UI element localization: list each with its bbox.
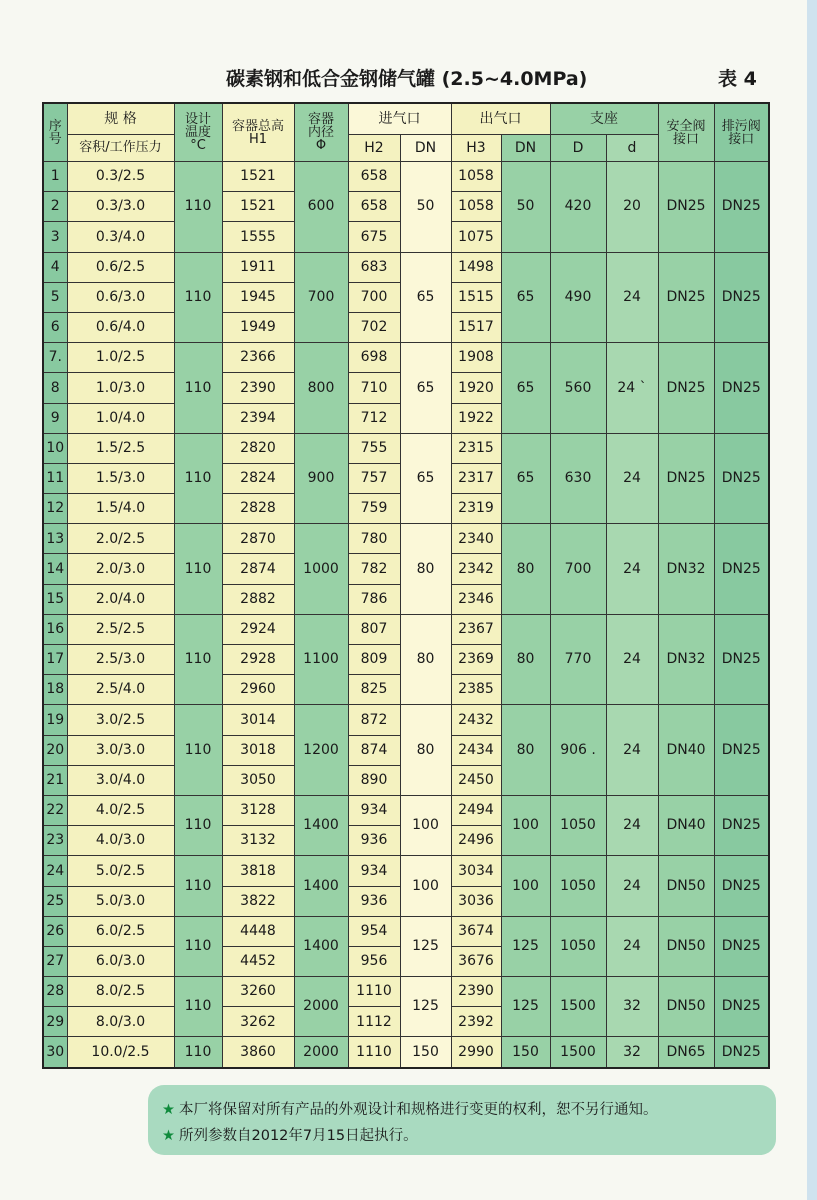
cell-outlet-h3: 2385 (451, 675, 501, 705)
cell-support-D: 1050 (550, 916, 606, 976)
cell-total-height: 2824 (222, 463, 294, 493)
cell-inlet-h2: 1112 (348, 1007, 400, 1037)
cell-drain-valve: DN25 (714, 916, 769, 976)
table-row (43, 705, 769, 735)
cell-inlet-h2: 658 (348, 192, 400, 222)
cell-total-height: 3818 (222, 856, 294, 886)
cell-total-height: 3260 (222, 977, 294, 1007)
cell-safety-valve: DN50 (658, 916, 714, 976)
cell-spec: 0.6/2.5 (67, 252, 174, 282)
star-icon: ★ (162, 1102, 175, 1118)
cell-design-temp: 110 (174, 795, 222, 855)
header-spec-sub: 容积/工作压力 (67, 135, 174, 162)
cell-outlet-h3: 2315 (451, 433, 501, 463)
cell-total-height: 2870 (222, 524, 294, 554)
cell-inlet-h2: 809 (348, 645, 400, 675)
cell-drain-valve: DN25 (714, 162, 769, 253)
cell-inner-diameter: 1000 (294, 524, 348, 615)
cell-spec: 0.3/4.0 (67, 222, 174, 252)
cell-inlet-h2: 712 (348, 403, 400, 433)
cell-index: 11 (43, 463, 67, 493)
cell-outlet-h3: 2494 (451, 795, 501, 825)
cell-total-height: 3014 (222, 705, 294, 735)
cell-outlet-h3: 2990 (451, 1037, 501, 1068)
cell-support-d: 24 (606, 433, 658, 524)
table-row (43, 162, 769, 192)
table-row (43, 614, 769, 644)
cell-outlet-dn: 80 (501, 614, 550, 705)
header-outlet: 出气口 (451, 103, 550, 135)
cell-index: 13 (43, 524, 67, 554)
cell-inlet-dn: 125 (400, 977, 451, 1037)
cell-outlet-h3: 2319 (451, 494, 501, 524)
cell-total-height: 3050 (222, 765, 294, 795)
cell-safety-valve: DN40 (658, 705, 714, 796)
cell-support-D: 1050 (550, 856, 606, 916)
cell-support-d: 24 (606, 856, 658, 916)
cell-spec: 0.3/3.0 (67, 192, 174, 222)
cell-spec: 2.5/2.5 (67, 614, 174, 644)
cell-inlet-h2: 890 (348, 765, 400, 795)
cell-spec: 4.0/3.0 (67, 826, 174, 856)
cell-outlet-h3: 1922 (451, 403, 501, 433)
cell-drain-valve: DN25 (714, 856, 769, 916)
cell-spec: 1.0/2.5 (67, 343, 174, 373)
header-total-height: 容器总高 H1 (222, 103, 294, 162)
cell-inlet-h2: 700 (348, 282, 400, 312)
cell-total-height: 2390 (222, 373, 294, 403)
cell-outlet-dn: 100 (501, 795, 550, 855)
cell-total-height: 3018 (222, 735, 294, 765)
table-row (43, 343, 769, 373)
cell-total-height: 3822 (222, 886, 294, 916)
cell-outlet-h3: 2496 (451, 826, 501, 856)
header-index: 序 号 (43, 103, 67, 162)
cell-spec: 10.0/2.5 (67, 1037, 174, 1068)
cell-index: 23 (43, 826, 67, 856)
cell-outlet-h3: 1515 (451, 282, 501, 312)
cell-total-height: 3262 (222, 1007, 294, 1037)
cell-total-height: 2882 (222, 584, 294, 614)
cell-outlet-h3: 1075 (451, 222, 501, 252)
cell-index: 12 (43, 494, 67, 524)
cell-inner-diameter: 600 (294, 162, 348, 253)
cell-inlet-h2: 683 (348, 252, 400, 282)
cell-drain-valve: DN25 (714, 977, 769, 1037)
cell-support-d: 24 (606, 705, 658, 796)
cell-index: 6 (43, 312, 67, 342)
table-row (43, 433, 769, 463)
cell-outlet-dn: 80 (501, 705, 550, 796)
cell-support-D: 700 (550, 524, 606, 615)
cell-index: 4 (43, 252, 67, 282)
note-line-2: ★ 所列参数自2012年7月15日起执行。 (162, 1128, 418, 1144)
cell-outlet-h3: 3674 (451, 916, 501, 946)
cell-spec: 1.5/3.0 (67, 463, 174, 493)
cell-inlet-h2: 710 (348, 373, 400, 403)
cell-inlet-dn: 65 (400, 252, 451, 343)
cell-inner-diameter: 1200 (294, 705, 348, 796)
header-support-D: D (550, 135, 606, 162)
cell-safety-valve: DN25 (658, 433, 714, 524)
cell-design-temp: 110 (174, 977, 222, 1037)
cell-index: 16 (43, 614, 67, 644)
cell-total-height: 2924 (222, 614, 294, 644)
table-row (43, 977, 769, 1007)
cell-spec: 3.0/3.0 (67, 735, 174, 765)
cell-inlet-h2: 825 (348, 675, 400, 705)
cell-support-d: 24 (606, 252, 658, 343)
cell-inlet-h2: 759 (348, 494, 400, 524)
cell-index: 3 (43, 222, 67, 252)
cell-total-height: 1911 (222, 252, 294, 282)
cell-inlet-dn: 150 (400, 1037, 451, 1068)
cell-design-temp: 110 (174, 162, 222, 253)
cell-outlet-h3: 3676 (451, 946, 501, 976)
cell-inlet-h2: 874 (348, 735, 400, 765)
cell-inlet-h2: 786 (348, 584, 400, 614)
cell-inlet-h2: 755 (348, 433, 400, 463)
cell-support-d: 24 ` (606, 343, 658, 434)
cell-support-D: 906 . (550, 705, 606, 796)
cell-outlet-dn: 125 (501, 916, 550, 976)
cell-inlet-dn: 100 (400, 795, 451, 855)
cell-inlet-h2: 872 (348, 705, 400, 735)
cell-drain-valve: DN25 (714, 705, 769, 796)
cell-outlet-h3: 1058 (451, 192, 501, 222)
cell-inlet-h2: 954 (348, 916, 400, 946)
cell-total-height: 2928 (222, 645, 294, 675)
cell-spec: 0.6/4.0 (67, 312, 174, 342)
cell-outlet-h3: 2346 (451, 584, 501, 614)
table-title (0, 62, 817, 92)
header-drain-valve: 排污阀 接口 (714, 103, 769, 162)
spec-table-body (43, 162, 769, 1068)
cell-outlet-h3: 1517 (451, 312, 501, 342)
cell-support-D: 630 (550, 433, 606, 524)
cell-support-D: 1050 (550, 795, 606, 855)
cell-outlet-h3: 2432 (451, 705, 501, 735)
cell-inlet-h2: 658 (348, 162, 400, 192)
cell-outlet-h3: 2317 (451, 463, 501, 493)
header-outlet-dn: DN (501, 135, 550, 162)
cell-drain-valve: DN25 (714, 795, 769, 855)
cell-inlet-dn: 50 (400, 162, 451, 253)
cell-index: 17 (43, 645, 67, 675)
note-line-1: ★ 本厂将保留对所有产品的外观设计和规格进行变更的权利，恕不另行通知。 (162, 1102, 658, 1118)
cell-support-D: 770 (550, 614, 606, 705)
table-row (43, 856, 769, 886)
cell-spec: 5.0/3.0 (67, 886, 174, 916)
cell-inlet-h2: 936 (348, 826, 400, 856)
table-row (43, 795, 769, 825)
cell-inner-diameter: 2000 (294, 977, 348, 1037)
cell-outlet-h3: 2340 (451, 524, 501, 554)
cell-outlet-h3: 3034 (451, 856, 501, 886)
cell-outlet-dn: 65 (501, 433, 550, 524)
cell-total-height: 4448 (222, 916, 294, 946)
cell-index: 18 (43, 675, 67, 705)
table-row (43, 524, 769, 554)
cell-inlet-h2: 757 (348, 463, 400, 493)
header-inlet-dn: DN (400, 135, 451, 162)
cell-spec: 1.5/2.5 (67, 433, 174, 463)
cell-spec: 3.0/2.5 (67, 705, 174, 735)
cell-inlet-dn: 80 (400, 524, 451, 615)
cell-support-D: 420 (550, 162, 606, 253)
cell-safety-valve: DN50 (658, 856, 714, 916)
cell-spec: 0.3/2.5 (67, 162, 174, 192)
cell-inlet-dn: 80 (400, 614, 451, 705)
header-inlet-h2: H2 (348, 135, 400, 162)
cell-index: 7. (43, 343, 67, 373)
cell-index: 22 (43, 795, 67, 825)
cell-safety-valve: DN65 (658, 1037, 714, 1068)
cell-index: 14 (43, 554, 67, 584)
cell-outlet-h3: 2392 (451, 1007, 501, 1037)
cell-inlet-dn: 100 (400, 856, 451, 916)
cell-total-height: 4452 (222, 946, 294, 976)
cell-drain-valve: DN25 (714, 1037, 769, 1068)
cell-spec: 2.0/4.0 (67, 584, 174, 614)
cell-inner-diameter: 2000 (294, 1037, 348, 1068)
cell-inlet-h2: 1110 (348, 1037, 400, 1068)
cell-inlet-h2: 702 (348, 312, 400, 342)
cell-outlet-dn: 80 (501, 524, 550, 615)
cell-outlet-dn: 65 (501, 252, 550, 343)
cell-spec: 8.0/2.5 (67, 977, 174, 1007)
cell-index: 28 (43, 977, 67, 1007)
cell-outlet-h3: 2369 (451, 645, 501, 675)
cell-inlet-h2: 782 (348, 554, 400, 584)
cell-index: 15 (43, 584, 67, 614)
cell-inner-diameter: 700 (294, 252, 348, 343)
cell-spec: 2.0/3.0 (67, 554, 174, 584)
cell-safety-valve: DN40 (658, 795, 714, 855)
cell-inlet-h2: 956 (348, 946, 400, 976)
cell-index: 10 (43, 433, 67, 463)
cell-index: 20 (43, 735, 67, 765)
table-row (43, 916, 769, 946)
cell-spec: 2.5/3.0 (67, 645, 174, 675)
cell-drain-valve: DN25 (714, 614, 769, 705)
cell-support-d: 24 (606, 524, 658, 615)
cell-spec: 4.0/2.5 (67, 795, 174, 825)
cell-spec: 6.0/2.5 (67, 916, 174, 946)
cell-spec: 8.0/3.0 (67, 1007, 174, 1037)
cell-support-D: 1500 (550, 977, 606, 1037)
cell-inlet-dn: 65 (400, 343, 451, 434)
cell-inlet-h2: 1110 (348, 977, 400, 1007)
cell-design-temp: 110 (174, 343, 222, 434)
cell-total-height: 2394 (222, 403, 294, 433)
cell-inner-diameter: 1400 (294, 795, 348, 855)
cell-outlet-dn: 125 (501, 977, 550, 1037)
cell-spec: 6.0/3.0 (67, 946, 174, 976)
cell-safety-valve: DN32 (658, 524, 714, 615)
cell-support-d: 24 (606, 916, 658, 976)
cell-safety-valve: DN25 (658, 343, 714, 434)
cell-safety-valve: DN25 (658, 162, 714, 253)
cell-index: 27 (43, 946, 67, 976)
cell-spec: 0.6/3.0 (67, 282, 174, 312)
cell-total-height: 1949 (222, 312, 294, 342)
table-row (43, 252, 769, 282)
cell-spec: 5.0/2.5 (67, 856, 174, 886)
cell-inner-diameter: 1400 (294, 916, 348, 976)
cell-outlet-dn: 65 (501, 343, 550, 434)
cell-spec: 3.0/4.0 (67, 765, 174, 795)
page-title: 碳素钢和低合金钢储气罐 (2.5~4.0MPa) (226, 68, 588, 90)
cell-safety-valve: DN32 (658, 614, 714, 705)
cell-total-height: 2366 (222, 343, 294, 373)
cell-index: 19 (43, 705, 67, 735)
cell-support-d: 32 (606, 977, 658, 1037)
cell-support-D: 1500 (550, 1037, 606, 1068)
cell-drain-valve: DN25 (714, 343, 769, 434)
cell-inlet-h2: 698 (348, 343, 400, 373)
cell-total-height: 2874 (222, 554, 294, 584)
cell-spec: 1.0/4.0 (67, 403, 174, 433)
cell-index: 30 (43, 1037, 67, 1068)
cell-outlet-h3: 1058 (451, 162, 501, 192)
cell-inlet-dn: 125 (400, 916, 451, 976)
cell-inlet-dn: 65 (400, 433, 451, 524)
cell-support-d: 32 (606, 1037, 658, 1068)
cell-inner-diameter: 800 (294, 343, 348, 434)
cell-outlet-h3: 1498 (451, 252, 501, 282)
cell-index: 29 (43, 1007, 67, 1037)
cell-inner-diameter: 1100 (294, 614, 348, 705)
cell-drain-valve: DN25 (714, 524, 769, 615)
cell-safety-valve: DN50 (658, 977, 714, 1037)
cell-total-height: 3128 (222, 795, 294, 825)
cell-design-temp: 110 (174, 705, 222, 796)
spec-table (42, 102, 770, 1069)
cell-total-height: 1555 (222, 222, 294, 252)
cell-index: 1 (43, 162, 67, 192)
cell-outlet-h3: 2342 (451, 554, 501, 584)
cell-index: 5 (43, 282, 67, 312)
cell-inner-diameter: 900 (294, 433, 348, 524)
cell-total-height: 1945 (222, 282, 294, 312)
cell-support-D: 560 (550, 343, 606, 434)
cell-drain-valve: DN25 (714, 433, 769, 524)
cell-design-temp: 110 (174, 524, 222, 615)
cell-outlet-h3: 2434 (451, 735, 501, 765)
cell-support-D: 490 (550, 252, 606, 343)
cell-design-temp: 110 (174, 614, 222, 705)
cell-total-height: 3860 (222, 1037, 294, 1068)
cell-index: 21 (43, 765, 67, 795)
cell-spec: 2.5/4.0 (67, 675, 174, 705)
cell-spec: 2.0/2.5 (67, 524, 174, 554)
cell-spec: 1.5/4.0 (67, 494, 174, 524)
header-safety-valve: 安全阀 接口 (658, 103, 714, 162)
cell-total-height: 2820 (222, 433, 294, 463)
cell-index: 2 (43, 192, 67, 222)
cell-inlet-h2: 807 (348, 614, 400, 644)
cell-outlet-h3: 2367 (451, 614, 501, 644)
page-edge (807, 0, 817, 1200)
table-row (43, 1037, 769, 1068)
cell-total-height: 3132 (222, 826, 294, 856)
cell-index: 26 (43, 916, 67, 946)
cell-inner-diameter: 1400 (294, 856, 348, 916)
cell-safety-valve: DN25 (658, 252, 714, 343)
cell-index: 8 (43, 373, 67, 403)
table-number: 表 4 (718, 68, 757, 90)
header-outlet-h3: H3 (451, 135, 501, 162)
star-icon: ★ (162, 1128, 175, 1144)
cell-spec: 1.0/3.0 (67, 373, 174, 403)
cell-design-temp: 110 (174, 916, 222, 976)
header-spec: 规 格 (67, 103, 174, 135)
cell-outlet-dn: 50 (501, 162, 550, 253)
cell-index: 24 (43, 856, 67, 886)
cell-design-temp: 110 (174, 1037, 222, 1068)
cell-outlet-h3: 1908 (451, 343, 501, 373)
cell-design-temp: 110 (174, 252, 222, 343)
cell-total-height: 2828 (222, 494, 294, 524)
cell-inlet-h2: 675 (348, 222, 400, 252)
cell-support-d: 20 (606, 162, 658, 253)
cell-outlet-h3: 1920 (451, 373, 501, 403)
cell-inlet-h2: 934 (348, 856, 400, 886)
header-design-temp: 设计 温度 °C (174, 103, 222, 162)
cell-index: 25 (43, 886, 67, 916)
cell-total-height: 2960 (222, 675, 294, 705)
cell-inlet-h2: 936 (348, 886, 400, 916)
cell-support-d: 24 (606, 614, 658, 705)
cell-support-d: 24 (606, 795, 658, 855)
cell-outlet-h3: 2390 (451, 977, 501, 1007)
header-inlet: 进气口 (348, 103, 451, 135)
cell-inlet-h2: 934 (348, 795, 400, 825)
cell-index: 9 (43, 403, 67, 433)
cell-inlet-dn: 80 (400, 705, 451, 796)
cell-outlet-h3: 2450 (451, 765, 501, 795)
header-support-d: d (606, 135, 658, 162)
cell-design-temp: 110 (174, 433, 222, 524)
header-support: 支座 (550, 103, 658, 135)
cell-total-height: 1521 (222, 162, 294, 192)
cell-drain-valve: DN25 (714, 252, 769, 343)
cell-inlet-h2: 780 (348, 524, 400, 554)
cell-outlet-dn: 150 (501, 1037, 550, 1068)
cell-total-height: 1521 (222, 192, 294, 222)
cell-outlet-dn: 100 (501, 856, 550, 916)
cell-outlet-h3: 3036 (451, 886, 501, 916)
header-inner-diameter: 容器 内径 Φ (294, 103, 348, 162)
cell-design-temp: 110 (174, 856, 222, 916)
